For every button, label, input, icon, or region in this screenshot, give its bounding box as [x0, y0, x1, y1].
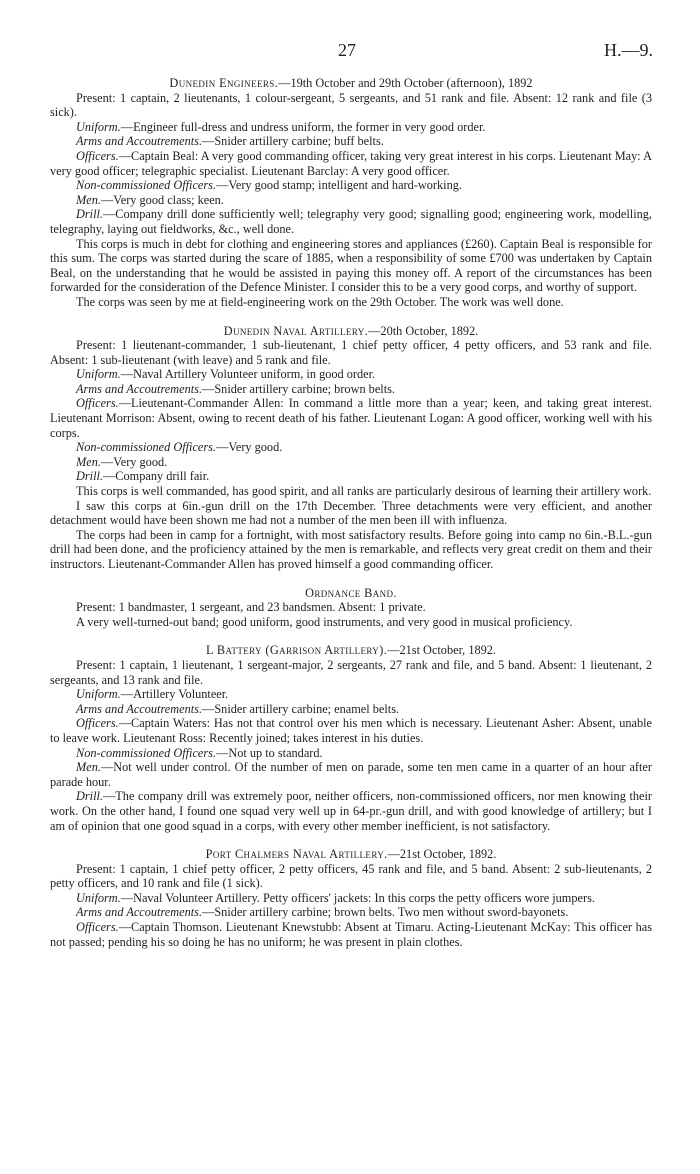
paragraph-text: I saw this corps at 6in.-gun drill on the 17th December. Three detachments were very efficient, and another detachment would have been shown me had not a number of the men been ill with influenza. [50, 498, 652, 528]
paragraph [50, 120, 652, 135]
section-heading-dunedin-naval-artillery [50, 324, 652, 339]
paragraph [50, 367, 652, 382]
paragraph [50, 440, 652, 455]
paragraph-label: Officers. [76, 148, 119, 163]
paragraph [50, 338, 652, 367]
paragraph-label: Arms and Accoutrements. [76, 134, 203, 149]
paragraph-label: Uniform. [76, 890, 121, 905]
paragraph-text: —Not well under control. Of the number of men on parade, some ten men came in a quarter of an hour after parade hour. [50, 760, 652, 789]
paragraph-text: The corps was seen by me at field-engineering work on the 29th October. The work was well done. [76, 294, 564, 309]
section-date: —19th October and 29th October (afternoon), 1892 [278, 76, 533, 90]
paragraph-text: —Very good. [216, 440, 283, 455]
paragraph [50, 134, 652, 149]
section-date: —20th October, 1892. [368, 323, 479, 338]
paragraph [50, 193, 652, 208]
section-title: L Battery (Garrison Artillery). [205, 643, 388, 658]
section-heading-dunedin-engineers [50, 76, 652, 91]
paragraph-text: —Artillery Volunteer. [120, 687, 229, 702]
document-body [50, 76, 652, 949]
section-title: Dunedin Naval Artillery. [223, 323, 369, 338]
paragraph-label: Arms and Accoutrements. [76, 905, 203, 920]
paragraph [50, 615, 652, 630]
paragraph-label: Arms and Accoutrements. [76, 381, 203, 396]
paragraph-text: A very well-turned-out band; good uniform, good instruments, and very good in musical proficiency. [76, 614, 573, 629]
section-heading-l-battery-garrison-artillery [50, 643, 652, 658]
paragraph-label: Drill. [76, 469, 103, 484]
paragraph-text: This corps is much in debt for clothing and engineering stores and appliances (£260). Captain Beal is responsible for this sum. The corps was started during the scare of 1885, when a responsibility of some £700 was undertaken by Captain Beal, on the understanding that he would be assisted in paying this money off. A report of the circumstances has been forwarded for the consideration of the Defence Minister. I consider this to be a very good corps, and worthy of support. [50, 236, 652, 295]
paragraph-label: Officers. [76, 396, 119, 411]
section-date: —21st October, 1892. [387, 847, 497, 862]
section-heading-ordnance-band [50, 586, 652, 601]
paragraph-text: —Captain Beal: A very good commanding officer, taking very great interest in his corps. Lieutenant May: A very good officer; telegraphic specialist. Lieutenant Barclay: A very good officer. [50, 148, 652, 178]
paragraph-text: The corps had been in camp for a fortnight, with most satisfactory results. Before going into camp no 6in.-B.L.-gun drill had been done, and the proficiency attained by the men is remarkable, and reflects very great credit on them and their instructors. Lieutenant-Commander Allen has proved himself a good commanding officer. [50, 527, 652, 571]
paragraph-text: —Very good stamp; intelligent and hard-working. [216, 178, 462, 193]
paragraph [50, 295, 652, 310]
paragraph [50, 396, 652, 440]
paragraph-label: Men. [76, 192, 101, 207]
paragraph [50, 687, 652, 702]
paragraph-text: —Engineer full-dress and undress uniform, the former in very good order. [120, 119, 486, 134]
paragraph [50, 862, 652, 891]
paragraph-label: Drill. [76, 207, 103, 222]
paragraph-label: Non-commissioned Officers. [76, 745, 217, 760]
paragraph [50, 702, 652, 717]
paragraph-text: —Company drill done sufficiently well; telegraphy very good; signalling good; engineering work, modelling, telegraphy, laying out fieldworks, &c., well done. [50, 207, 652, 236]
paragraph-text: —Captain Thomson. Lieutenant Knewstubb: Absent at Timaru. Acting-Lieutenant McKay: This officer has not passed; pending his so doing he has no uniform; he was present in plain clothes. [50, 920, 652, 949]
section-heading-port-chalmers-naval-artillery [50, 847, 652, 862]
paragraph-text: —Snider artillery carbine; enamel belts. [202, 701, 400, 716]
paragraph [50, 499, 652, 528]
paragraph-label: Uniform. [76, 367, 121, 382]
paragraph-text: —Naval Volunteer Artillery. Petty officers' jackets: In this corps the petty officers wore jumpers. [120, 890, 595, 905]
paragraph-text: —Snider artillery carbine; brown belts. [202, 381, 395, 396]
paragraph-text: —The company drill was extremely poor, neither officers, non-commissioned officers, nor men knowing their work. On the other hand, I found one squad very well up in 64-pr.-gun drill, and with good knowledge of artillery; but I am of opinion that one good squad in a corps, with every other member inefficient, is not satisfactory. [50, 789, 652, 833]
paragraph-text: Present: 1 captain, 1 chief petty officer, 2 petty officers, 45 rank and file, and 5 band. Absent: 2 sub-lieutenants, 2 petty officers, and 10 rank and file (1 sick). [50, 861, 652, 891]
paragraph [50, 455, 652, 470]
section-title: Ordnance Band. [305, 585, 397, 600]
paragraph [50, 207, 652, 236]
paragraph-text: —Not up to standard. [216, 745, 323, 760]
paragraph [50, 91, 652, 120]
paragraph [50, 600, 652, 615]
paragraph-label: Officers. [76, 920, 119, 935]
paragraph-label: Uniform. [76, 687, 121, 702]
paragraph-text: —Snider artillery carbine; brown belts. Two men without sword-bayonets. [202, 905, 569, 920]
paragraph [50, 905, 652, 920]
paragraph-text: —Very good class; keen. [100, 192, 224, 207]
paragraph [50, 178, 652, 193]
paragraph-text: —Company drill fair. [103, 469, 210, 484]
paragraph [50, 760, 652, 789]
section-title: Port Chalmers Naval Artillery. [205, 847, 388, 862]
paragraph-text: —Captain Waters: Has not that control over his men which is necessary. Lieutenant Asher: Absent, unable to leave work. Lieutenant Ross: Recently joined; takes interest in his duties. [50, 716, 652, 745]
paragraph-text: Present: 1 bandmaster, 1 sergeant, and 23 bandsmen. Absent: 1 private. [76, 600, 426, 615]
paragraph [50, 237, 652, 295]
paragraph [50, 891, 652, 906]
paragraph [50, 382, 652, 397]
paragraph [50, 789, 652, 833]
paragraph [50, 149, 652, 178]
paragraph-label: Drill. [76, 789, 103, 804]
page-number: 27 [338, 40, 356, 60]
document-reference: H.—9. [604, 40, 653, 60]
paragraph-text: —Snider artillery carbine; buff belts. [202, 134, 384, 149]
paragraph-label: Non-commissioned Officers. [76, 440, 217, 455]
paragraph-label: Officers. [76, 716, 119, 731]
paragraph-text: Present: 1 lieutenant-commander, 1 sub-lieutenant, 1 chief petty officer, 4 petty officers, and 53 rank and file. Absent: 1 sub-lieutenant (with leave) and 5 rank and file. [50, 338, 652, 367]
paragraph [50, 658, 652, 687]
paragraph-text: Present: 1 captain, 2 lieutenants, 1 colour-sergeant, 5 sergeants, and 51 rank and file. Absent: 12 rank and file (3 sick). [50, 90, 652, 120]
section-title: Dunedin Engineers. [169, 76, 279, 90]
paragraph-label: Men. [76, 760, 101, 775]
section-date: —21st October, 1892. [387, 643, 496, 658]
paragraph-label: Uniform. [76, 119, 121, 134]
paragraph-text: This corps is well commanded, has good spirit, and all ranks are particularly desirous of learning their artillery work. [76, 484, 652, 499]
paragraph [50, 528, 652, 572]
paragraph-text: Present: 1 captain, 1 lieutenant, 1 sergeant-major, 2 sergeants, 27 rank and file, and 5 band. Absent: 1 lieutenant, 2 sergeants, and 13 rank and file. [50, 657, 652, 687]
paragraph-label: Non-commissioned Officers. [76, 178, 217, 193]
paragraph [50, 484, 652, 499]
paragraph-text: —Very good. [100, 454, 168, 469]
paragraph [50, 920, 652, 949]
paragraph-label: Arms and Accoutrements. [76, 701, 203, 716]
paragraph [50, 716, 652, 745]
paragraph [50, 469, 652, 484]
paragraph-label: Men. [76, 454, 101, 469]
paragraph-text: —Lieutenant-Commander Allen: In command a little more than a year; keen, and taking great interest. Lieutenant Morrison: Absent, owing to recent death of his father. Lieutenant Logan: A good officer, working well with his corps. [50, 396, 652, 440]
paragraph-text: —Naval Artillery Volunteer uniform, in good order. [120, 367, 376, 382]
paragraph [50, 746, 652, 761]
page-header [0, 40, 700, 66]
